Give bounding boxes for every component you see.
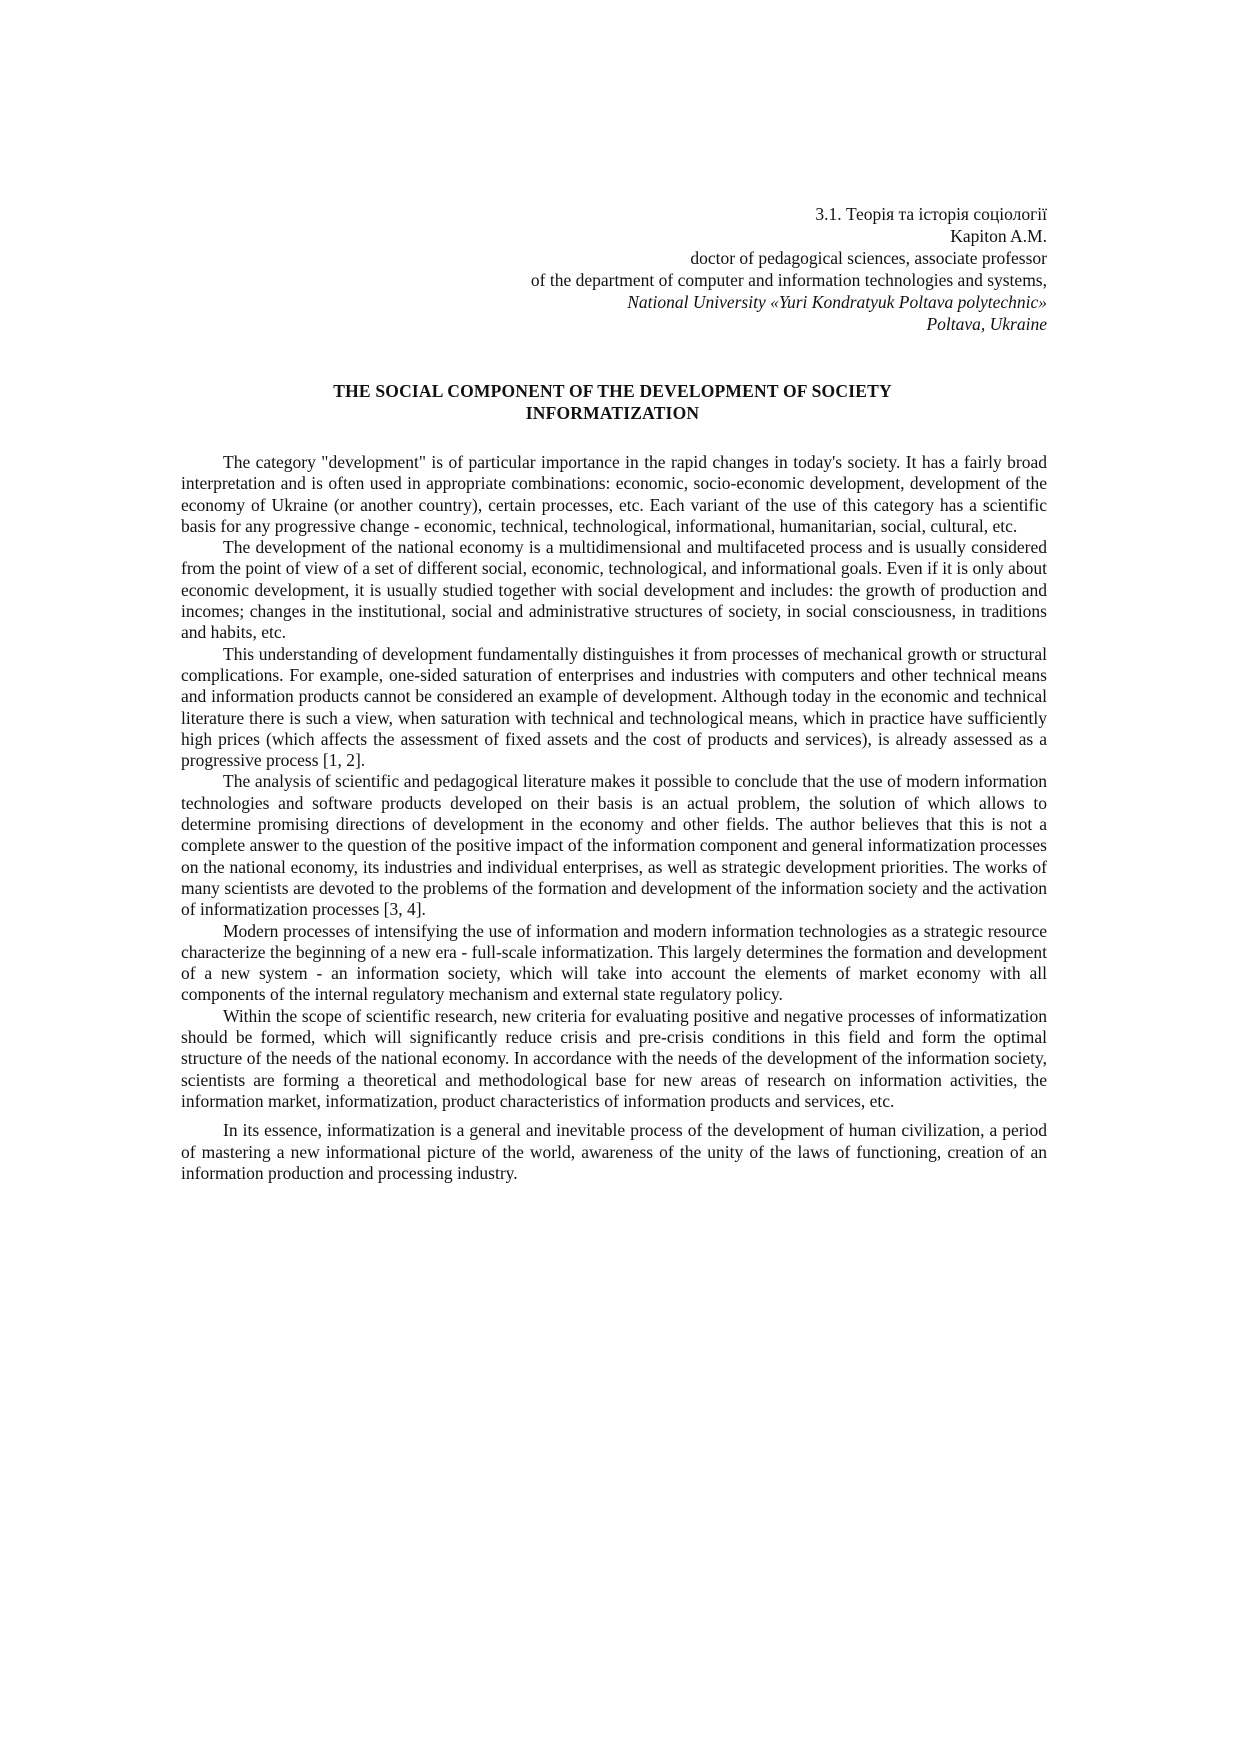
paper-title [180, 380, 1045, 424]
paragraph: The development of the national economy is a multidimensional and multifaceted process and is usually considered from the point of view of a set of different social, economic, technological, and informational goals. Even if it is only about economic development, it is usually studied together with social development and includes: the growth of production and incomes; changes in the institutional, social and administrative structures of society, in social consciousness, in traditions and habits, etc. [181, 537, 1047, 643]
paragraph: Modern processes of intensifying the use of information and modern information technologies as a strategic resource characterize the beginning of a new era - full-scale informatization. This largely determines the formation and development of a new system - an information society, which will take into account the elements of market economy with all components of the internal regulatory mechanism and external state regulatory policy. [181, 920, 1047, 1005]
paper-title-line-1: THE SOCIAL COMPONENT OF THE DEVELOPMENT OF SOCIETY [333, 381, 892, 401]
paragraph: The category "development" is of particular importance in the rapid changes in today's society. It has a fairly broad interpretation and is often used in appropriate combinations: economic, socio-economic development, development of the economy of Ukraine (or another country), certain processes, etc. Each variant of the use of this category has a scientific basis for any progressive change - economic, technical, technological, informational, humanitarian, social, cultural, etc. [181, 452, 1047, 536]
author-location: Poltava, Ukraine [926, 314, 1047, 334]
author-name: Kapiton A.M. [950, 226, 1047, 246]
author-university: National University «Yuri Kondratyuk Poltava polytechnic» [627, 292, 1047, 312]
paragraph: This understanding of development fundamentally distinguishes it from processes of mechanical growth or structural complications. For example, one-sided saturation of enterprises and industries with computers and other technical means and information products cannot be considered an example of development. Although today in the economic and technical literature there is such a view, when saturation with technical and technological means, which in practice have sufficiently high prices (which affects the assessment of fixed assets and the cost of products and services), is already assessed as a progressive process [1, 2]. [181, 643, 1047, 771]
paragraph: In its essence, informatization is a general and inevitable process of the development of human civilization, a period of mastering a new informational picture of the world, awareness of the unity of the laws of functioning, creation of an information production and processing industry. [181, 1120, 1047, 1183]
author-position: doctor of pedagogical sciences, associate professor [690, 248, 1047, 268]
author-department: of the department of computer and information technologies and systems, [530, 270, 1047, 290]
section-label: 3.1. Теорія та історія соціології [815, 204, 1047, 224]
paper-title-line-2: INFORMATIZATION [525, 403, 700, 423]
paragraph: Within the scope of scientific research, new criteria for evaluating positive and negative processes of informatization should be formed, which will significantly reduce crisis and pre-crisis conditions in this field and form the optimal structure of the needs of the national economy. In accordance with the needs of the development of the information society, scientists are forming a theoretical and methodological base for new areas of research on information activities, the information market, informatization, product characteristics of information products and services, etc. [181, 1005, 1047, 1111]
author-header [347, 203, 1047, 335]
paragraph: The analysis of scientific and pedagogical literature makes it possible to conclude that the use of modern information technologies and software products developed on their basis is an actual problem, the solution of which allows to determine promising directions of development in the economy and other fields. The author believes that this is not a complete answer to the question of the positive impact of the information component and general informatization processes on the national economy, its industries and individual enterprises, as well as strategic development priorities. The works of many scientists are devoted to the problems of the formation and development of the information society and the activation of informatization processes [3, 4]. [181, 771, 1047, 920]
body-text [181, 452, 1047, 1184]
